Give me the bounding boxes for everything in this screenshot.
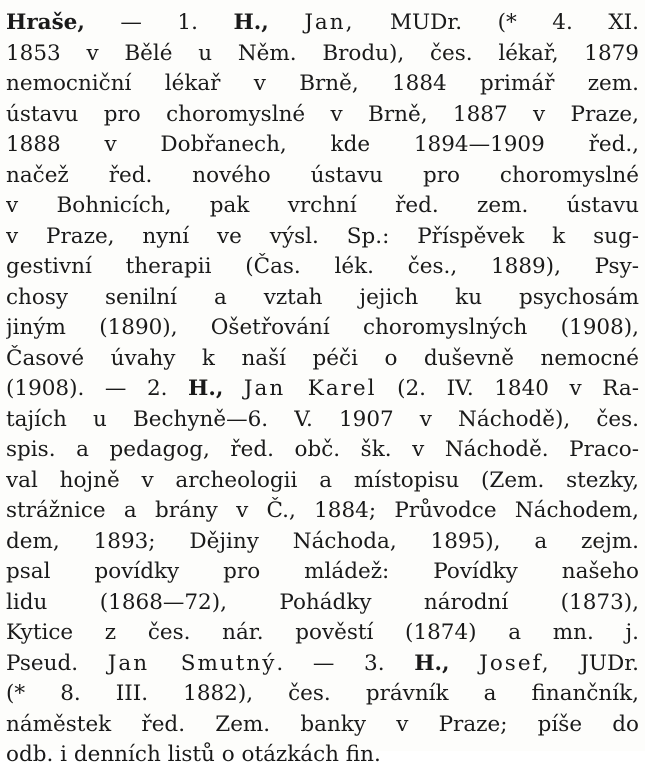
entry-line-4: ústavu pro choromyslné v Brně, 1887 v Praze, xyxy=(6,101,639,127)
entry-text: — 1. xyxy=(84,10,234,35)
entry-text xyxy=(450,651,480,676)
entry-line-9: gestivní therapii (Čas. lék. čes., 1889), Psy- xyxy=(6,254,639,279)
entry-line-1 xyxy=(6,8,639,39)
entry-line-8: v Praze, nyní ve výsl. Sp.: Příspěvek k sug- xyxy=(6,223,639,249)
entry-line-17: strážnice a brány v Č., 1884; Průvodce Náchodem, xyxy=(6,498,639,523)
entry-line-2: 1853 v Bělé u Něm. Brodu), čes. lékař, 1879 xyxy=(6,40,639,66)
entry-line-5: 1888 v Dobřanech, kde 1894—1909 řed., xyxy=(6,132,639,157)
spaced-name: Jan Smutný xyxy=(107,650,277,676)
entry-text xyxy=(269,10,305,35)
entry-line-7: v Bohnicích, pak vrchní řed. zem. ústavu xyxy=(6,193,639,218)
entry-text: MUDr. (* 4. XI. xyxy=(354,10,639,35)
entry-line-13 xyxy=(6,374,639,405)
entry-line-12: Časové úvahy k naší péči o duševně nemocné xyxy=(6,345,639,371)
entry-line-15: spis. a pedagog, řed. obč. šk. v Náchodě. Praco- xyxy=(6,437,639,462)
entry-line-18: dem, 1893; Dějiny Náchoda, 1895), a zejm. xyxy=(6,528,639,554)
entry-line-19: psal povídky pro mládež: Povídky našeho xyxy=(6,559,639,584)
entry-line-16: val hojně v archeologii a místopisu (Zem. stezky, xyxy=(6,467,639,493)
entry-text: JUDr. xyxy=(550,650,639,676)
entry-line-22 xyxy=(6,649,639,680)
sub-headword: H., xyxy=(233,10,269,35)
entry-text: Pseud. xyxy=(6,650,108,676)
spaced-name: Jan Karel xyxy=(243,376,377,401)
entry-text xyxy=(223,376,244,401)
entry-line-21: Kytice z čes. nár. pověstí (1874) a mn. j. xyxy=(6,620,639,645)
entry-line-24: náměstek řed. Zem. banky v Praze; píše do xyxy=(6,711,639,737)
entry-line-14: tajích u Bechyně—6. V. 1907 v Náchodě), čes. xyxy=(6,406,639,432)
entry-line-25: odb. i denních listů o otázkách fin. xyxy=(6,742,381,767)
entry-line-23: (* 8. III. 1882), čes. právník a finančník, xyxy=(6,681,639,706)
sub-headword: H., xyxy=(188,376,224,401)
entry-text: (2. IV. 1840 v Ra- xyxy=(376,376,639,401)
headword: Hraše, xyxy=(6,10,85,35)
entry-text: . — 3. xyxy=(276,650,415,676)
entry-line-11: jiným (1890), Ošetřování choromyslných (1908), xyxy=(6,315,639,340)
entry-line-6: načež řed. nového ústavu pro choromyslné xyxy=(6,162,639,188)
entry-line-20: lidu (1868—72), Pohádky národní (1873), xyxy=(6,589,639,615)
entry-line-10: chosy senilní a vztah jejich ku psychosám xyxy=(6,284,639,310)
spaced-name: Josef, xyxy=(479,650,551,676)
spaced-name: Jan, xyxy=(304,10,355,35)
sub-headword: H., xyxy=(414,650,450,676)
entry-text: (1908). — 2. xyxy=(6,376,189,401)
entry-line-3: nemocniční lékař v Brně, 1884 primář zem. xyxy=(6,71,639,96)
encyclopedia-entry xyxy=(6,8,639,771)
